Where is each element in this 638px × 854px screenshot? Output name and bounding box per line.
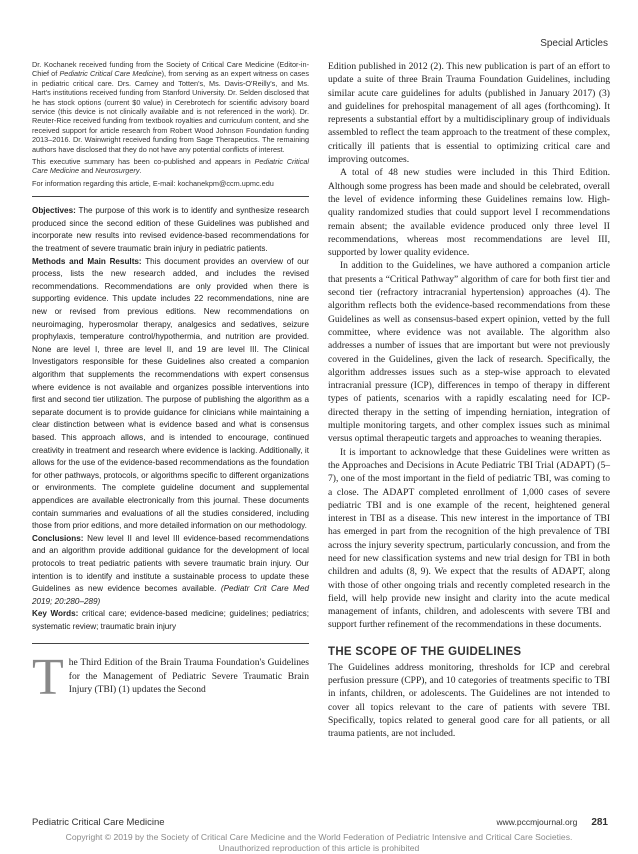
left-column: [32, 60, 310, 707]
section-header: Special Articles: [540, 38, 608, 49]
body-paragraph: Edition published in 2012 (2). This new publication is part of an effort to update a suite of three Brain Trauma Foundation Guidelines, including similar acute care guidelines for adults (published in January 2017) (3) and guidelines for prehospital management of all ages (forthcoming). It represents a substantial effort by a multidisciplinary group of individuals assembled to reflect the team approach to the treatment of these complex, critically ill patients that is essential to optimizing critical care and improving outcomes.: [328, 61, 610, 166]
abstract-objectives: Objectives: The purpose of this work is to identify and synthesize research produced since the second edition of these Guidelines was published and incorporate new results into revised evidence-based recommendations for the treatment of severe traumatic brain injury in pediatric patients.: [32, 206, 309, 254]
key-words: Key Words: critical care; evidence-based medicine; guidelines; pediatrics; systematic review; traumatic brain injury: [32, 609, 310, 631]
funding-disclosure: Dr. Kochanek received funding from the Society of Critical Care Medicine (Editor-in-Chief of Pediatric Critical Care Medicine), from serving as an expert witness on cases in pediatric critical care. Drs. Carney and Totten's, Ms. Davis-O'Reilly's, and Ms. Hart's institutions received funding from Stanford University. Dr. Selden disclosed that he has stock options (current $0 value) in Cerebrotech for scientific advisory board service (this device is not clinically available and is not referenced in the work). Dr. Reuter-Rice received funding from textbook royalties and curriculum content, and she received support for article research from Robert Wood Johnson Foundation funding 2013–2016. Dr. Wainwright received funding from Sage Therapeutics. The remaining authors have disclosed that they do not have any potential conflicts of interest.: [32, 60, 310, 154]
journal-name: Pediatric Critical Care Medicine: [32, 817, 165, 828]
footer-right: [497, 817, 608, 828]
citation: (Pediatr Crit Care Med 2019; 20:280–289): [32, 584, 309, 606]
copublication-note: This executive summary has been co-published and appears in Pediatric Critical Care Medicine and Neurosurgery.: [32, 157, 309, 176]
abstract-methods: Methods and Main Results: This document provides an overview of our process, lists the new research added, and includes the revised recommendations. Recommendations are only provided when there is supporting evidence. This update includes 22 recommendations, nine are new or revised from previous editions. New recommendations on neuroimaging, hyperosmolar therapy, analgesics and sedatives, seizure prophylaxis, temperature control/hypothermia, and nutrition are provided. None are level I, three are level II, and 19 are level III. The Clinical Investigators responsible for these Guidelines also created a companion algorithm that supplements the recommendations with expert consensus where evidence is not available and organizes possible interventions into first and second tier utilization. The purpose of publishing the algorithm as a separate document is to provide guidance for clinicians while maintaining a clear distinction between what is evidence based and what is consensus based. This approach allows, and is intended to encourage, continued creativity in treatment and research where evidence is lacking. Additionally, it allows for the use of the evidence-based recommendations as the foundation for other pathways, protocols, or algorithms specific to different organizations or environments. The complete guideline document and supplemental appendices are available electronically from this journal. These documents contain summaries and evaluations of all the studies considered, including those from prior editions, and more detailed information on our methodology.: [32, 256, 309, 531]
section-heading: THE SCOPE OF THE GUIDELINES: [328, 645, 522, 658]
right-column: [328, 60, 610, 741]
body-paragraph: It is important to acknowledge that these Guidelines were written as the Approaches and Decisions in Acute Pediatric TBI Trial (ADAPT) (5–7), one of the most important in the field of pediatric TBI, was coming to a close. The ADAPT completed enrollment of 1,000 cases of severe pediatric TBI and is one example of the recent, heightened general interest in TBI as a disease. This new interest in the importance of TBI has emerged in part from the recognition of the high prevalence of TBI across the injury severity spectrum, particularly concussion, and from the need for new classification systems and new trial design for TBI in both children and adults (8, 9). We expect that the results of ADAPT, along with those of other ongoing trials and recently completed research in the field, will help provide new insight and clarity into the acute medical management of infants, children, and adolescents with severe TBI and support further refinement of the recommendations in these documents.: [328, 446, 610, 631]
intro-paragraph: The Third Edition of the Brain Trauma Foundation's Guidelines for the Management of Pediatric Severe Traumatic Brain Injury (TBI) (1) updates the Second: [32, 649, 309, 707]
page-number: 281: [591, 817, 608, 828]
copyright-notice: Copyright © 2019 by the Society of Critical Care Medicine and the World Federation of Pediatric Intensive and Critical Care Societies. Unauthorized reproduction of this article is prohibited: [65, 832, 573, 853]
contact-email: For information regarding this article, E-mail: kochanekpm@ccm.upmc.edu: [32, 178, 274, 188]
divider: [32, 643, 309, 644]
abstract-conclusions: Conclusions: New level II and level III evidence-based recommendations and an algorithm provide additional guidance for the development of local protocols to treat pediatric patients with severe traumatic brain injury. Our intention is to identify and institute a sustainable process to update these Guidelines as new evidence becomes available. (Pediatr Crit Care Med 2019; 20:280–289): [32, 533, 309, 606]
body-paragraph: In addition to the Guidelines, we have authored a companion article that presents a “Critical Pathway” algorithm of care for both first tier and second tier (refractory intracranial hypertension) approaches (4). The algorithm reflects both the evidence-based recommendations from these Guidelines as well as consensus-based expert opinion, vetted by the full committee, where evidence was not available. The algorithm also addresses a number of issues that are important but were not previously covered in the Guidelines, given the lack of research. Specifically, the algorithm addresses issues such as a step-wise approach to elevated intracranial pressure (ICP), differences in tempo of therapy in different types of patients, scenarios with a rapidly escalating need for ICP-directed therapy in the setting of impending herniation, integration of multiple monitoring targets, and other complex issues such as minimal versus optimal therapeutic targets and approaches to weaning therapies.: [328, 260, 610, 445]
body-paragraph: The Guidelines address monitoring, thresholds for ICP and cerebral perfusion pressure (CPP), and 10 categories of treatments specific to TBI in infants, children, or adolescents. The Guidelines are not intended to cover all topics relevant to the care of patients with severe TBI. Specifically, topics related to general good care for all patients, or all trauma patients, are not included.: [328, 661, 610, 740]
body-paragraph: A total of 48 new studies were included in this Third Edition. Although some progress has been made and should be celebrated, overall the level of evidence informing these Guidelines remains low. High-quality randomized studies that could support level I recommendations remain absent; the available evidence produced only three level II recommendations, whereas most recommendations are level III, supported by lower quality evidence.: [328, 167, 610, 259]
divider: [32, 196, 309, 197]
drop-cap: T: [32, 649, 64, 707]
journal-url[interactable]: www.pccmjournal.org: [496, 817, 578, 827]
